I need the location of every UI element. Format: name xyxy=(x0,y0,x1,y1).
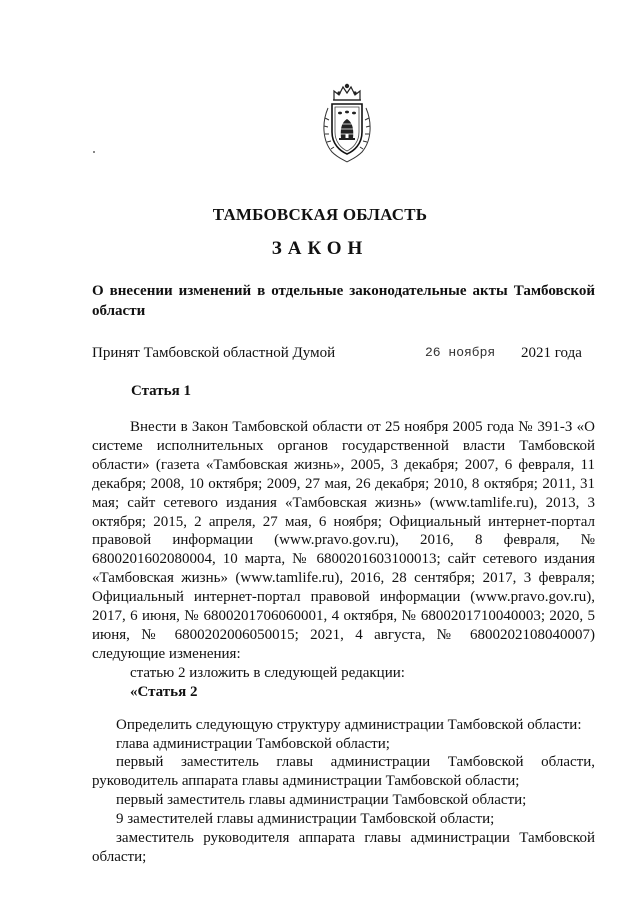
article-heading: Статья 1 xyxy=(131,383,191,399)
coat-of-arms-icon xyxy=(320,82,374,164)
structure-line: первый заместитель главы администрации Тамбовской области, руководитель аппарата главы администрации Тамбовской области; xyxy=(92,754,595,790)
structure-line: заместитель руководителя аппарата главы администрации Тамбовской области; xyxy=(92,830,595,865)
law-subject: О внесении изменений в отдельные законодательные акты Тамбовской области xyxy=(92,283,595,319)
structure-line: глава администрации Тамбовской области; xyxy=(116,735,390,752)
adoption-line: Принят Тамбовской областной Думой xyxy=(92,345,336,361)
structure-line: первый заместитель главы администрации Тамбовской области; xyxy=(116,792,527,809)
structure-line: Определить следующую структуру администрации Тамбовской области: xyxy=(116,716,582,733)
adoption-date: 26 ноября xyxy=(425,345,496,360)
article-paragraph: Внести в Закон Тамбовской области от 25 ноября 2005 года № 391-З «О системе исполнительных органов государственной власти Тамбовской области» (газета «Тамбовская жизнь», 2005, 3 декабря; 2007, 6 февраля, 11 декабря; 2008, 10 октября; 2009, 27 мая, 26 декабря; 2010, 8 октября; 2011, 31 мая; сайт сетевого издания «Тамбовская жизнь» (www.tamlife.ru), 2013, 3 октября; 2015, 2 апреля, 27 мая, 6 ноября; Официальный интернет-портал правовой информации (www.pravo.gov.ru), 2016, 8 февраля, № 6800201602080004, 10 марта, № 6800201603100013; сайт сетевого издания «Тамбовская жизнь» (www.tamlife.ru), 2016, 28 сентября; 2017, 3 февраля; Официальный интернет-портал правовой информации (www.pravo.gov.ru), 2017, 6 июня, № 6800201706060001, 4 октября, № 6800201710040003; 2020, 5 июня, № 6800202006050015; 2021, 4 августа, № 6800202108040007) следующие изменения: xyxy=(92,419,595,662)
adoption-year: 2021 года xyxy=(521,345,582,361)
region-title: ТАМБОВСКАЯ ОБЛАСТЬ xyxy=(212,205,428,224)
quoted-article-heading: «Статья 2 xyxy=(130,683,198,700)
structure-line: 9 заместителей главы администрации Тамбовской области; xyxy=(116,811,495,828)
article-body xyxy=(92,418,595,867)
scan-speck xyxy=(93,151,95,153)
document-type-title: ЗАКОН xyxy=(271,238,369,259)
article-instruction: статью 2 изложить в следующей редакции: xyxy=(130,664,405,681)
